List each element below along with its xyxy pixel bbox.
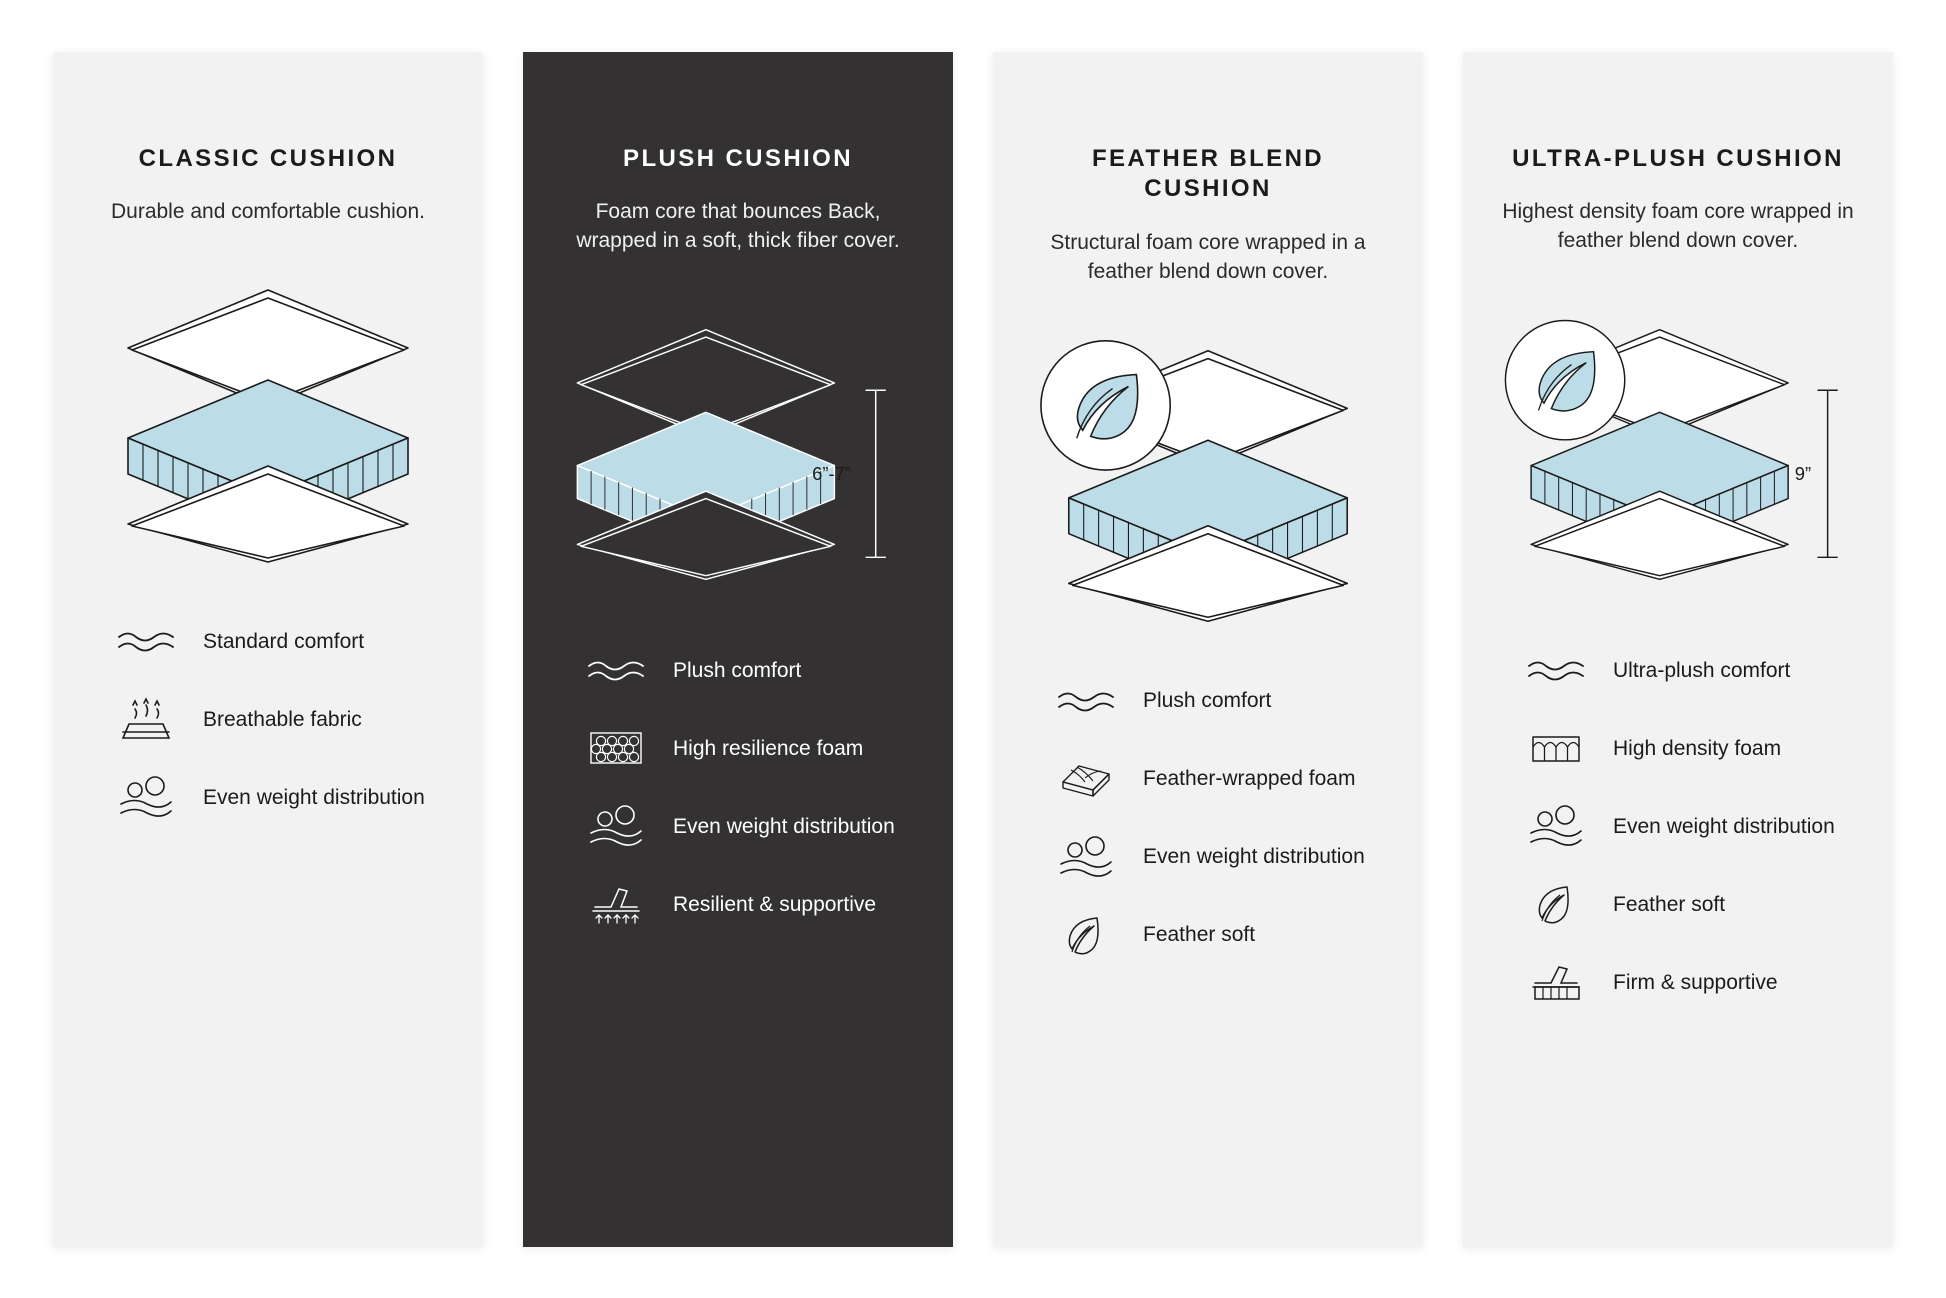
feature-label: Plush comfort	[1143, 689, 1272, 713]
feature-list	[89, 615, 447, 823]
card-description: Structural foam core wrapped in a feather blend down cover.	[1050, 230, 1366, 283]
card-plush-cushion	[523, 52, 953, 1247]
resilient-support-icon	[581, 878, 651, 930]
firm-support-icon	[1521, 956, 1591, 1008]
dimension-label: 6”-7”	[812, 463, 851, 485]
even-weight-icon	[111, 771, 181, 823]
card-feather-blend-cushion	[993, 52, 1423, 1247]
card-ultra-plush-cushion	[1463, 52, 1893, 1247]
card-title: ULTRA-PLUSH CUSHION	[1512, 144, 1844, 172]
feature-item	[1521, 878, 1857, 930]
feature-item	[111, 771, 447, 823]
feature-item	[111, 615, 447, 667]
feature-item	[1521, 722, 1857, 774]
cushion-illustration-plush	[559, 284, 917, 614]
feather-icon	[1051, 909, 1121, 961]
breathable-fabric-icon	[111, 693, 181, 745]
card-description: Foam core that bounces Back, wrapped in a soft, thick fiber cover.	[576, 200, 900, 253]
feature-list	[1029, 675, 1387, 961]
even-weight-icon	[1051, 831, 1121, 883]
feather-icon	[1521, 878, 1591, 930]
even-weight-icon	[581, 800, 651, 852]
feature-item	[581, 644, 917, 696]
leaf-badge-icon	[1505, 321, 1624, 440]
feature-item	[1051, 753, 1387, 805]
feature-label: Firm & supportive	[1613, 970, 1778, 994]
card-classic-cushion	[53, 52, 483, 1247]
exploded-cushion-diagram	[108, 270, 428, 570]
wave-icon	[1051, 675, 1121, 727]
exploded-cushion-diagram	[1029, 330, 1387, 630]
wave-icon	[581, 644, 651, 696]
feature-item	[1521, 956, 1857, 1008]
cushion-illustration-classic	[89, 255, 447, 585]
feature-label: Even weight distribution	[1143, 845, 1365, 869]
feature-label: Feather soft	[1143, 923, 1256, 947]
even-weight-icon	[1521, 800, 1591, 852]
feature-label: Breathable fabric	[203, 707, 362, 731]
feature-label: Ultra-plush comfort	[1613, 658, 1791, 682]
feature-item	[1051, 675, 1387, 727]
feature-item	[111, 693, 447, 745]
card-title: FEATHER BLEND CUSHION	[1091, 144, 1325, 203]
feature-list	[1499, 644, 1857, 1008]
feature-item	[1521, 800, 1857, 852]
feature-item	[1051, 909, 1387, 961]
feature-label: High density foam	[1613, 736, 1782, 760]
feature-label: Even weight distribution	[1613, 814, 1835, 838]
feature-label: Feather-wrapped foam	[1143, 767, 1356, 791]
feature-item	[1521, 644, 1857, 696]
card-title: PLUSH CUSHION	[623, 144, 853, 172]
exploded-cushion-diagram	[1499, 299, 1857, 599]
leaf-badge-icon	[1041, 341, 1170, 470]
feature-item	[581, 800, 917, 852]
feature-label: Resilient & supportive	[673, 892, 877, 916]
honeycomb-foam-icon	[581, 722, 651, 774]
feature-item	[1051, 831, 1387, 883]
feature-list	[559, 644, 917, 930]
card-description: Durable and comfortable cushion.	[110, 200, 425, 224]
feature-label: Feather soft	[1613, 892, 1726, 916]
feature-label: Plush comfort	[673, 658, 802, 682]
feature-item	[581, 722, 917, 774]
wave-icon	[111, 615, 181, 667]
feature-label: Standard comfort	[203, 629, 365, 653]
card-title: CLASSIC CUSHION	[138, 144, 398, 172]
wave-icon	[1521, 644, 1591, 696]
card-description: Highest density foam core wrapped in feather blend down cover.	[1502, 200, 1854, 253]
feature-label: Even weight distribution	[203, 785, 425, 809]
exploded-cushion-diagram	[559, 299, 917, 599]
feature-item	[581, 878, 917, 930]
feature-label: High resilience foam	[673, 736, 864, 760]
feather-wrapped-foam-icon	[1051, 753, 1121, 805]
cushion-illustration-ultra-plush	[1499, 284, 1857, 614]
feature-label: Even weight distribution	[673, 814, 895, 838]
cushion-illustration-feather-blend	[1029, 315, 1387, 645]
dimension-label: 9”	[1794, 463, 1812, 485]
high-density-foam-icon	[1521, 722, 1591, 774]
